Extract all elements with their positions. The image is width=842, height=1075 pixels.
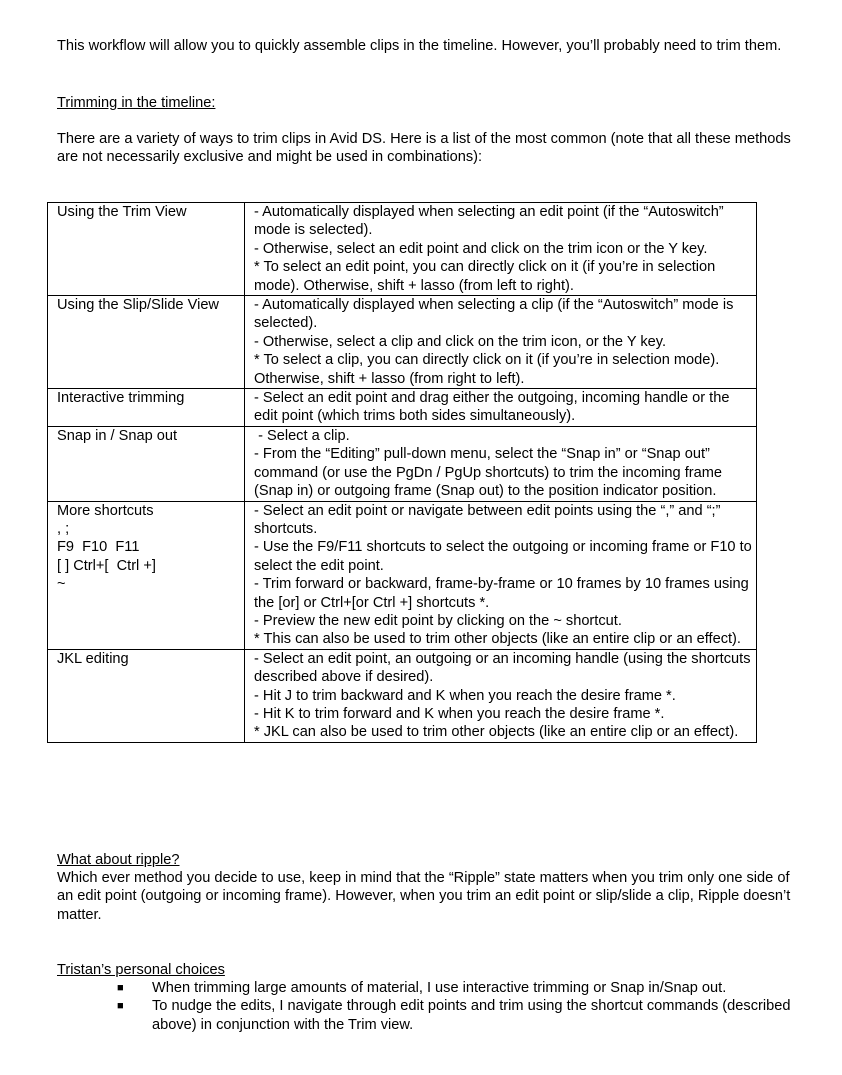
method-name-line: Using the Trim View — [57, 204, 187, 220]
method-name-line: [ ] Ctrl+[ Ctrl +] — [57, 557, 156, 574]
method-description-line: - Automatically displayed when selecting a clip (if the “Autoswitch” mode is selected). — [254, 297, 738, 332]
choice-text: To nudge the edits, I navigate through edit points and trim using the shortcut commands (described above) in conjunction with the Trim view. — [152, 998, 791, 1033]
table-row — [48, 296, 757, 389]
method-description-line: - Otherwise, select an edit point and click on the trim icon or the Y key. — [254, 240, 708, 257]
method-description-line: - Automatically displayed when selecting an edit point (if the “Autoswitch” mode is selected). — [254, 204, 728, 239]
trim-heading: Trimming in the timeline: — [57, 95, 216, 111]
table-row — [48, 203, 757, 296]
method-name-cell — [48, 203, 245, 296]
choices-heading: Tristan’s personal choices — [57, 962, 225, 978]
method-description-line: * This can also be used to trim other objects (like an entire clip or an effect). — [254, 631, 741, 648]
method-name-cell — [48, 501, 245, 649]
method-description-cell — [245, 389, 757, 427]
method-description-line: - Select an edit point, an outgoing or an incoming handle (using the shortcuts described above if desired). — [254, 650, 755, 686]
method-description-cell — [245, 501, 757, 649]
method-name-cell — [48, 389, 245, 427]
method-name-cell — [48, 296, 245, 389]
method-description-cell — [245, 649, 757, 742]
method-name-cell — [48, 426, 245, 501]
method-description-line: * To select a clip, you can directly click on it (if you’re in selection mode). Otherwise, shift + lasso (from right to left). — [254, 352, 724, 387]
method-name-line: ~ — [57, 576, 66, 593]
trim-methods-table — [47, 202, 757, 743]
method-description-line: - Select an edit point or navigate between edit points using the “,” and “;” shortcuts. — [254, 502, 725, 537]
method-description-cell — [245, 426, 757, 501]
table-row — [48, 649, 757, 742]
method-name-line: Using the Slip/Slide View — [57, 297, 219, 314]
method-description-line: - Hit K to trim forward and K when you reach the desire frame *. — [254, 705, 665, 722]
method-description-line: - Select a clip. — [254, 427, 350, 444]
method-description-cell — [245, 203, 757, 296]
ripple-paragraph: Which ever method you decide to use, keep in mind that the “Ripple” state matters when you trim only one side of an edit point (outgoing or incoming frame). However, when you trim an edit point or slip/slide a clip, Ripple doesn’t matter. — [57, 870, 791, 923]
method-name-line: JKL editing — [57, 650, 129, 667]
intro-paragraph: This workflow will allow you to quickly assemble clips in the timeline. However, you’ll probably need to trim them. — [57, 38, 782, 54]
table-row — [48, 389, 757, 427]
method-name-cell — [48, 649, 245, 742]
method-description-line: - Hit J to trim backward and K when you reach the desire frame *. — [254, 687, 676, 704]
method-description-line: - Use the F9/F11 shortcuts to select the outgoing or incoming frame or F10 to select the edit point. — [254, 539, 756, 574]
method-name-line: Snap in / Snap out — [57, 427, 178, 444]
table-row — [48, 426, 757, 501]
table-row — [48, 501, 757, 649]
method-name-line: , ; — [57, 520, 70, 537]
square-bullet-icon: ■ — [117, 1000, 124, 1013]
trim-intro-paragraph: There are a variety of ways to trim clips in Avid DS. Here is a list of the most common (note that all these methods are not necessarily exclusive and might be used in combinations): — [57, 131, 791, 166]
choice-text: When trimming large amounts of material, I use interactive trimming or Snap in/Snap out. — [152, 980, 727, 996]
choice-item — [57, 979, 797, 997]
choices-list — [57, 979, 797, 1034]
method-description-line: - Preview the new edit point by clicking on the ~ shortcut. — [254, 612, 622, 629]
method-description-line: - Otherwise, select a clip and click on the trim icon, or the Y key. — [254, 333, 667, 350]
trim-methods-table-body — [48, 203, 757, 743]
method-description-cell — [245, 296, 757, 389]
choice-item — [57, 997, 797, 1034]
method-description-line: - Trim forward or backward, frame-by-frame or 10 frames by 10 frames using the [or] or Ctrl+[or Ctrl +] shortcuts *. — [254, 576, 753, 611]
method-name-line: Interactive trimming — [57, 390, 185, 407]
method-description-line: - Select an edit point and drag either the outgoing, incoming handle or the edit point (which trims both sides simultaneously). — [254, 390, 734, 425]
square-bullet-icon: ■ — [117, 982, 124, 994]
method-description-line: - From the “Editing” pull-down menu, select the “Snap in” or “Snap out” command (or use the PgDn / PgUp shortcuts) to trim the incoming frame (Snap in) or outgoing frame (Snap out) to the position indicator position. — [254, 446, 727, 500]
ripple-heading: What about ripple? — [57, 852, 180, 868]
method-description-line: * To select an edit point, you can directly click on it (if you’re in selection mode). Otherwise, shift + lasso (from left to right). — [254, 259, 720, 294]
method-description-line: * JKL can also be used to trim other objects (like an entire clip or an effect). — [254, 724, 739, 741]
method-name-line: F9 F10 F11 — [57, 539, 140, 556]
method-name-line: More shortcuts — [57, 502, 154, 519]
